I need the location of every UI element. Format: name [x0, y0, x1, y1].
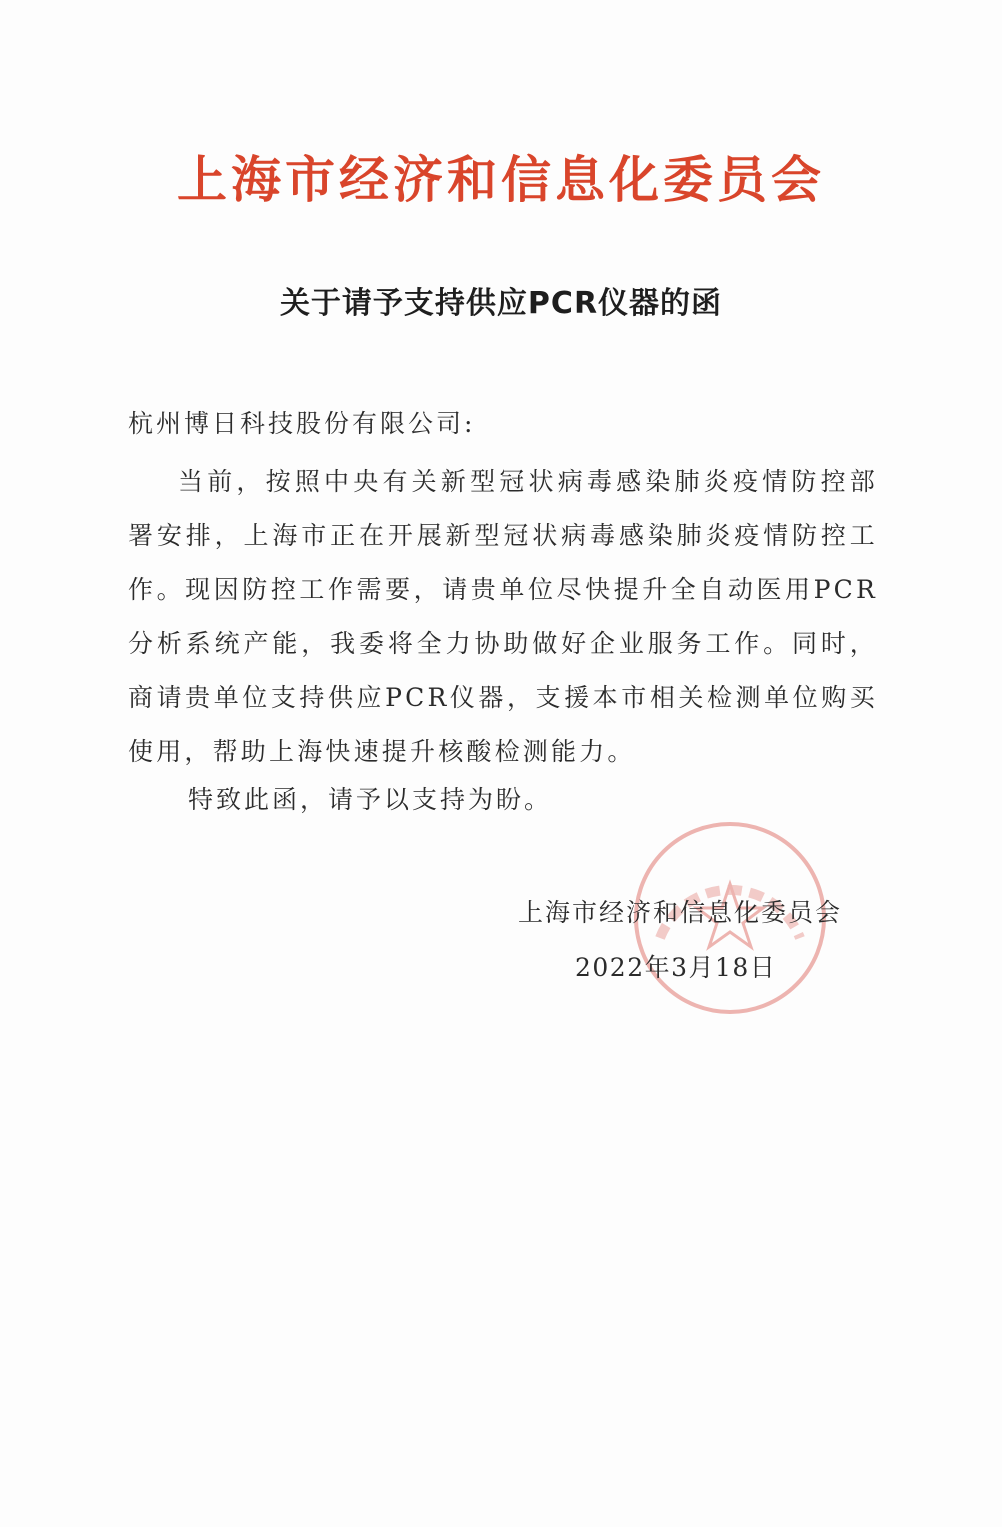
letterhead-organization: 上海市经济和信息化委员会 [177, 150, 825, 209]
letter-title: 关于请予支持供应PCR仪器的函 [279, 286, 723, 321]
letter-closing: 特致此函，请予以支持为盼。 [188, 785, 553, 814]
signature-organization: 上海市经济和信息化委员会 [518, 898, 843, 927]
letter-recipient: 杭州博日科技股份有限公司: [128, 409, 476, 438]
letter-body: 当前，按照中央有关新型冠状病毒感染肺炎疫情防控部署安排，上海市正在开展新型冠状病毒感染肺炎疫情防控工作。现因防控工作需要，请贵单位尽快提升全自动医用PCR分析系统产能，我委将全力协助做好企业服务工作。同时，商请贵单位支持供应PCR仪器，支援本市相关检测单位购买使用，帮助上海快速提升核酸检测能力。 [128, 467, 878, 766]
signature-date: 2022年3月18日 [575, 953, 777, 982]
